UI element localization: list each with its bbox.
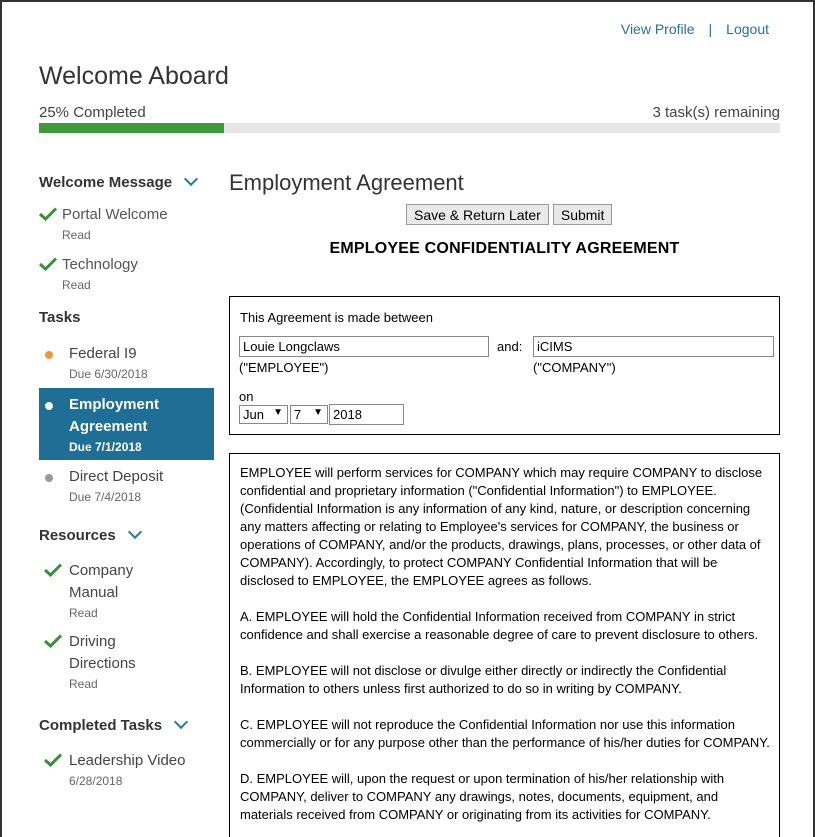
status-dot-icon [45, 402, 53, 410]
submit-button[interactable]: Submit [553, 204, 613, 225]
view-profile-link[interactable]: View Profile [620, 21, 695, 37]
status-dot-icon [45, 351, 53, 359]
month-select[interactable] [239, 405, 288, 424]
sidebar [39, 172, 214, 788]
action-buttons [406, 204, 612, 225]
item-due-date: Due 7/1/2018 [69, 440, 142, 454]
sidebar-item-federal-i9[interactable] [39, 343, 214, 381]
form-intro-text: This Agreement is made between [240, 310, 433, 325]
agreement-paragraph: EMPLOYEE will perform services for COMPANY which may require COMPANY to disclose confidential and proprietary information ("Confidential Information") to EMPLOYEE. (Confidential Information is any information of any kind, nature, or description concerning any matters affecting or relating to Employee's services for COMPANY, the business or operations of COMPANY, and/or the products, drawings, plans, processes, or other data of COMPANY). Accordingly, to protect COMPANY Confidential Information that will be disclosed to EMPLOYEE, the EMPLOYEE agrees as follows. [240, 465, 763, 588]
day-select[interactable] [290, 405, 328, 424]
item-label: Leadership Video [69, 752, 186, 769]
section-header-tasks [39, 307, 214, 327]
employee-caption: ("EMPLOYEE") [239, 360, 329, 375]
page-title: Welcome Aboard [39, 62, 229, 90]
item-label: Technology [62, 256, 138, 273]
section-header-resources[interactable] [39, 525, 214, 545]
and-label: and: [497, 339, 523, 354]
sidebar-item-leadership-video[interactable] [39, 750, 214, 788]
progress-bar-fill [39, 123, 224, 133]
item-label-line1: Employment [69, 396, 160, 413]
chevron-down-icon[interactable] [128, 525, 142, 539]
agreement-paragraph: D. EMPLOYEE will, upon the request or upon termination of his/her relationship with COMPANY, deliver to COMPANY any drawings, notes, documents, equipment, and materials received from COMPANY or originating from its activities for COMPANY. [240, 771, 725, 822]
check-icon [44, 634, 62, 648]
dropdown-arrow-icon: ▼ [313, 407, 323, 418]
item-status: Read [62, 228, 91, 242]
progress-completed-label: 25% Completed [39, 104, 146, 121]
sidebar-item-employment-agreement[interactable] [39, 388, 214, 460]
item-status: Read [69, 677, 98, 691]
agreement-body [229, 453, 780, 837]
save-return-later-button[interactable]: Save & Return Later [406, 204, 549, 225]
company-name-field[interactable]: iCIMS [533, 336, 774, 357]
item-status: Read [62, 278, 91, 292]
agreement-parties-form [229, 296, 780, 435]
check-icon [44, 563, 62, 577]
item-label-line2: Manual [69, 584, 119, 601]
progress-labels [39, 104, 780, 121]
chevron-down-icon[interactable] [174, 715, 188, 729]
year-field[interactable]: 2018 [329, 404, 404, 425]
item-due-date: Due 7/4/2018 [69, 490, 142, 504]
progress-remaining-label: 3 task(s) remaining [652, 104, 780, 121]
section-title: Welcome Message [39, 173, 173, 191]
logout-link[interactable]: Logout [726, 21, 769, 37]
item-status: Read [69, 606, 98, 620]
item-date: 6/28/2018 [69, 774, 123, 788]
item-label-line1: Driving [69, 633, 116, 650]
top-nav [621, 21, 769, 37]
chevron-down-icon[interactable] [184, 172, 198, 186]
sidebar-item-driving-directions[interactable] [39, 631, 214, 691]
main-title: Employment Agreement [229, 170, 464, 195]
progress-bar [39, 123, 780, 133]
section-title: Tasks [39, 308, 81, 326]
employee-name-field[interactable]: Louie Longclaws [239, 336, 489, 357]
agreement-paragraph: C. EMPLOYEE will not reproduce the Confidential Information nor use this information commercially or for any purpose other than the performance of his/her duties for COMPANY. [240, 717, 770, 750]
section-header-welcome-message[interactable] [39, 172, 214, 192]
sidebar-item-direct-deposit[interactable] [39, 466, 214, 504]
nav-separator: | [708, 21, 713, 37]
company-caption: ("COMPANY") [533, 360, 616, 375]
day-value: 7 [294, 407, 302, 422]
item-label: Portal Welcome [62, 206, 168, 223]
item-label: Federal I9 [69, 345, 137, 362]
item-due-date: Due 6/30/2018 [69, 367, 148, 381]
sidebar-item-company-manual[interactable] [39, 560, 214, 620]
section-title: Resources [39, 526, 116, 544]
check-icon [44, 753, 62, 767]
sidebar-item-portal-welcome[interactable] [39, 204, 214, 242]
sidebar-item-technology[interactable] [39, 254, 214, 292]
item-label-line2: Directions [69, 655, 136, 672]
status-dot-icon [45, 474, 53, 482]
item-label-line1: Company [69, 562, 134, 579]
document-title: EMPLOYEE CONFIDENTIALITY AGREEMENT [329, 240, 680, 257]
item-label: Direct Deposit [69, 468, 164, 485]
check-icon [39, 207, 57, 221]
section-header-completed-tasks[interactable] [39, 715, 214, 735]
agreement-paragraph: A. EMPLOYEE will hold the Confidential Information received from COMPANY in strict confidence and shall exercise a reasonable degree of care to prevent disclosure to others. [240, 609, 759, 642]
month-value: Jun [243, 407, 264, 422]
on-label: on [239, 389, 254, 404]
check-icon [39, 257, 57, 271]
agreement-paragraph: B. EMPLOYEE will not disclose or divulge either directly or indirectly the Confidential Information to others unless first authorized to do so in writing by COMPANY. [240, 663, 727, 696]
item-label-line2: Agreement [69, 418, 148, 435]
section-title: Completed Tasks [39, 716, 163, 734]
dropdown-arrow-icon: ▼ [273, 407, 283, 418]
